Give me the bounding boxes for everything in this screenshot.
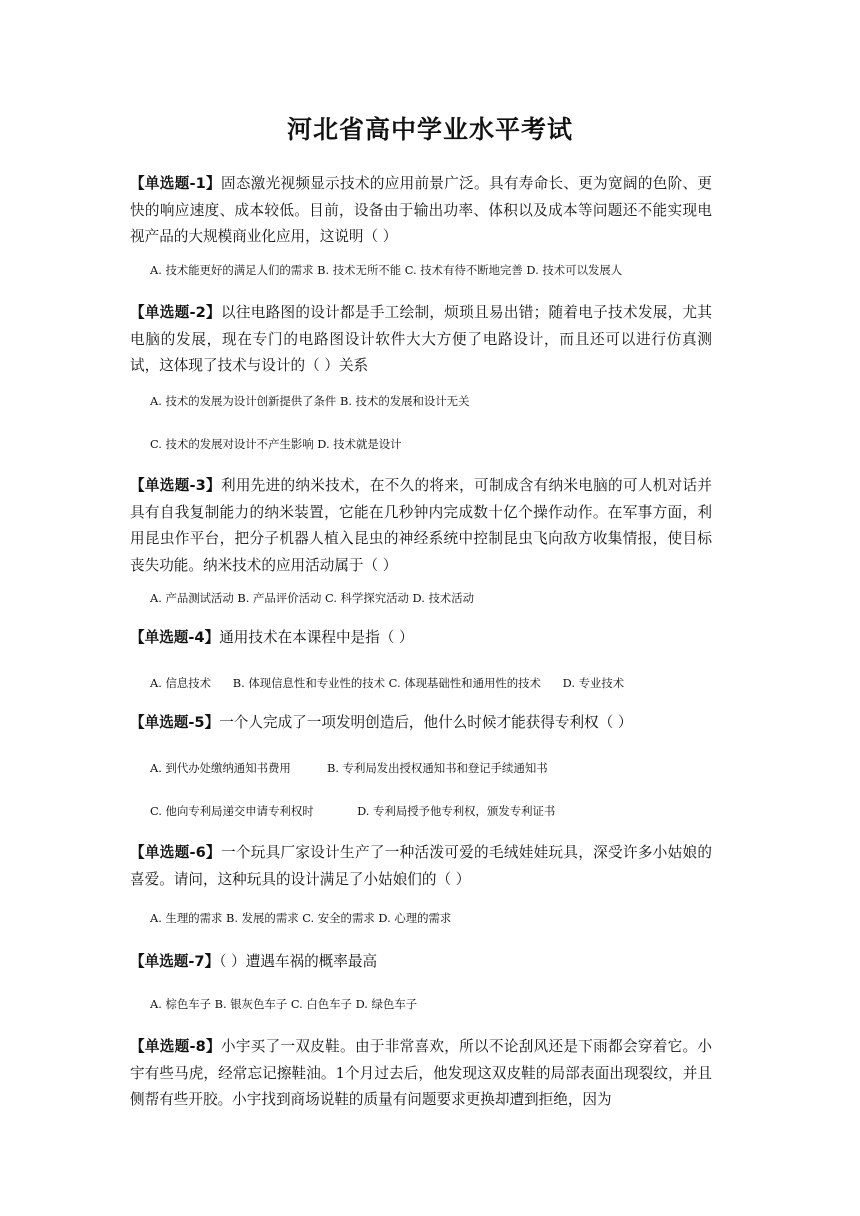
question-1	[130, 171, 712, 251]
question-2-options-row-1: A. 技术的发展为设计创新提供了条件 B. 技术的发展和设计无关	[150, 394, 470, 408]
question-label: 【单选题-3】	[130, 477, 221, 494]
question-2-options-row-2: C. 技术的发展对设计不产生影响 D. 技术就是设计	[150, 437, 402, 451]
question-4-options: A. 信息技术 B. 体现信息性和专业性的技术 C. 体现基础性和通用性的技术 D. 专业技术	[150, 676, 625, 690]
question-text: 通用技术在本课程中是指（ ）	[219, 629, 414, 646]
question-5-options-row-1: A. 到代办处缴纳通知书费用 B. 专利局发出授权通知书和登记手续通知书	[150, 761, 548, 775]
question-text: 利用先进的纳米技术，在不久的将来，可制成含有纳米电脑的可人机对话并具有自我复制能力的纳米装置，它能在几秒钟内完成数十亿个操作动作。在军事方面，利用昆虫作平台，把分子机器人植入昆虫的神经系统中控制昆虫飞向敌方收集情报，使目标丧失功能。纳米技术的应用活动属于（ ）	[130, 477, 712, 574]
question-5-options-row-2: C. 他向专利局递交申请专利权时 D. 专利局授予他专利权，颁发专利证书	[150, 804, 556, 818]
question-label: 【单选题-8】	[130, 1038, 221, 1055]
question-text: 一个人完成了一项发明创造后，他什么时候才能获得专利权（ ）	[219, 714, 633, 731]
question-text: 以往电路图的设计都是手工绘制，烦琐且易出错；随着电子技术发展，尤其电脑的发展，现在专门的电路图设计软件大大方便了电路设计，而且还可以进行仿真测试，这体现了技术与设计的（ ）关系	[130, 304, 712, 374]
document-title: 河北省高中学业水平考试	[286, 115, 573, 144]
question-7-options: A. 棕色车子 B. 银灰色车子 C. 白色车子 D. 绿色车子	[150, 997, 418, 1011]
question-text: 固态激光视频显示技术的应用前景广泛。具有寿命长、更为宽阔的色阶、更快的响应速度、成本较低。目前，设备由于输出功率、体积以及成本等问题还不能实现电视产品的大规模商业化应用，这说明（ ）	[130, 175, 712, 245]
question-3	[130, 473, 712, 579]
question-label: 【单选题-4】	[130, 629, 220, 646]
question-label: 【单选题-1】	[130, 175, 221, 192]
question-text: （ ）遭遇车祸的概率最高	[219, 953, 378, 970]
question-4	[130, 625, 712, 652]
question-text: 一个玩具厂家设计生产了一种活泼可爱的毛绒娃娃玩具，深受许多小姑娘的喜爱。请问，这种玩具的设计满足了小姑娘们的（ ）	[130, 844, 712, 888]
question-6	[130, 840, 712, 893]
question-label: 【单选题-7】	[130, 953, 220, 970]
question-text: 小宇买了一双皮鞋。由于非常喜欢，所以不论刮风还是下雨都会穿着它。小宇有些马虎，经常忘记擦鞋油。1个月过去后，他发现这双皮鞋的局部表面出现裂纹，并且侧帮有些开胶。小宇找到商场说鞋的质量有问题要求更换却遭到拒绝，因为	[130, 1038, 712, 1108]
question-2	[130, 300, 712, 380]
question-6-options: A. 生理的需求 B. 发展的需求 C. 安全的需求 D. 心理的需求	[150, 911, 452, 925]
question-label: 【单选题-2】	[130, 304, 221, 321]
question-3-options: A. 产品测试活动 B. 产品评价活动 C. 科学探究活动 D. 技术活动	[150, 591, 475, 605]
question-label: 【单选题-5】	[130, 714, 220, 731]
question-7	[130, 949, 712, 976]
question-8	[130, 1034, 712, 1114]
question-label: 【单选题-6】	[130, 844, 221, 861]
question-1-options: A. 技术能更好的满足人们的需求 B. 技术无所不能 C. 技术有待不断地完善 D. 技术可以发展人	[150, 263, 623, 277]
question-5	[130, 710, 712, 737]
